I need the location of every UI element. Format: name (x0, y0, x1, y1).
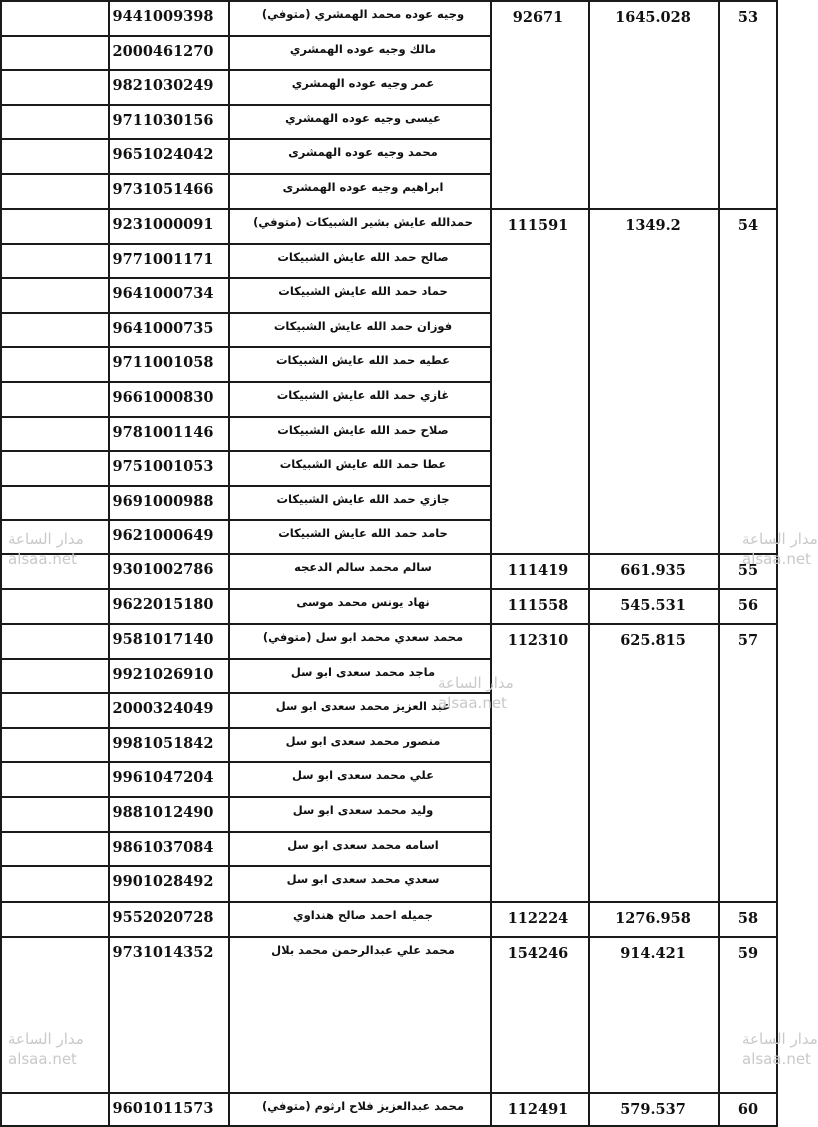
row-rule (0, 796, 490, 798)
national-id: 9301002786 (112, 561, 214, 578)
national-id: 9751001053 (112, 458, 214, 475)
sequence-number: 56 (737, 597, 759, 614)
national-id: 9641000735 (112, 320, 214, 337)
row-rule (0, 865, 490, 867)
parcel-number: 112310 (507, 632, 569, 649)
watermark-latin: alsaa.net (742, 550, 811, 568)
group-rule (0, 0, 778, 2)
owner-name: مالك وجيه عوده الهمشري (289, 42, 437, 56)
national-id: 9231000091 (112, 216, 214, 233)
row-rule (0, 519, 490, 521)
owner-name: عطيه حمد الله عايش الشبيكات (276, 353, 450, 367)
row-rule (0, 692, 490, 694)
national-id: 9781001146 (112, 424, 214, 441)
row-rule (0, 104, 490, 106)
national-id: 9901028492 (112, 873, 214, 890)
owner-name: صالح حمد الله عايش الشبيكات (277, 250, 449, 264)
sequence-number: 60 (737, 1101, 759, 1118)
group-rule (0, 553, 778, 555)
national-id: 9621000649 (112, 527, 214, 544)
owner-name: غازي حمد الله عايش الشبيكات (276, 388, 450, 402)
owner-name: جازي حمد الله عايش الشبيكات (276, 492, 450, 506)
sequence-number: 55 (737, 562, 759, 579)
row-rule (0, 138, 490, 140)
row-rule (0, 277, 490, 279)
national-id: 9651024042 (112, 146, 214, 163)
parcel-area: 1645.028 (615, 9, 691, 26)
watermark-latin: alsaa.net (8, 550, 77, 568)
parcel-number: 92671 (512, 9, 564, 26)
national-id: 9731014352 (112, 944, 214, 961)
national-id: 9441009398 (112, 8, 214, 25)
watermark-latin: alsaa.net (8, 1050, 77, 1068)
national-id: 9691000988 (112, 493, 214, 510)
national-id: 9881012490 (112, 804, 214, 821)
owner-name: اسامه محمد سعدى ابو سل (287, 838, 439, 852)
parcel-area: 914.421 (620, 945, 686, 962)
watermark-latin: alsaa.net (742, 1050, 811, 1068)
parcel-area: 545.531 (620, 597, 686, 614)
parcel-area: 661.935 (620, 562, 686, 579)
national-id: 9771001171 (112, 251, 214, 268)
parcel-number: 112224 (507, 910, 569, 927)
owner-name: ابراهيم وجيه عوده الهمشرى (282, 180, 444, 194)
group-rule (0, 208, 778, 210)
national-id: 9921026910 (112, 666, 214, 683)
row-rule (0, 727, 490, 729)
owner-name: فوزان حمد الله عايش الشبيكات (273, 319, 453, 333)
owner-name: محمد سعدي محمد ابو سل (متوفي) (262, 630, 464, 644)
row-rule (0, 69, 490, 71)
owner-name: وجيه عوده محمد الهمشري (متوفي) (261, 7, 465, 21)
row-rule (0, 312, 490, 314)
owner-name: ماجد محمد سعدى ابو سل (290, 665, 436, 679)
owner-name: محمد وجيه عوده الهمشرى (288, 145, 438, 159)
national-id: 9552020728 (112, 909, 214, 926)
owner-name: محمد علي عبدالرحمن محمد بلال (271, 943, 455, 957)
national-id: 9821030249 (112, 77, 214, 94)
row-rule (0, 243, 490, 245)
watermark-arabic: مدار الساعة (8, 530, 84, 548)
owner-name: عيسى وجيه عوده الهمشري (285, 111, 441, 125)
parcel-area: 1349.2 (625, 217, 681, 234)
row-rule (0, 761, 490, 763)
owner-name: سعدي محمد سعدى ابو سل (286, 872, 440, 886)
sequence-number: 59 (737, 945, 759, 962)
parcel-number: 111558 (507, 597, 569, 614)
row-rule (0, 485, 490, 487)
parcel-area: 1276.958 (615, 910, 691, 927)
sequence-number: 53 (737, 9, 759, 26)
row-rule (0, 173, 490, 175)
owner-name: محمد عبدالعزيز فلاح ارثوم (متوفي) (261, 1099, 465, 1113)
owner-name: حامد حمد الله عايش الشبيكات (278, 526, 448, 540)
owner-name: منصور محمد سعدى ابو سل (285, 734, 441, 748)
national-id: 9861037084 (112, 839, 214, 856)
national-id: 9601011573 (112, 1100, 214, 1117)
parcel-number: 112491 (507, 1101, 569, 1118)
parcel-area: 625.815 (620, 632, 686, 649)
parcel-number: 154246 (507, 945, 569, 962)
row-rule (0, 35, 490, 37)
national-id: 9731051466 (112, 181, 214, 198)
parcel-number: 111591 (507, 217, 569, 234)
owner-name: حمدالله عايش بشير الشبيكات (متوفي) (253, 215, 473, 229)
watermark-arabic: مدار الساعة (8, 1030, 84, 1048)
national-id: 9961047204 (112, 769, 214, 786)
row-rule (0, 381, 490, 383)
parcel-area: 579.537 (620, 1101, 686, 1118)
national-id: 9581017140 (112, 631, 214, 648)
national-id: 9711001058 (112, 354, 214, 371)
sequence-number: 58 (737, 910, 759, 927)
group-rule (0, 1092, 778, 1094)
owner-name: جميله احمد صالح هنداوي (293, 908, 433, 922)
owner-name: صلاح حمد الله عايش الشبيكات (277, 423, 449, 437)
owner-name: سالم محمد سالم الدعجه (294, 560, 432, 574)
column-rule (228, 0, 230, 1127)
watermark-arabic: مدار الساعة (742, 1030, 818, 1048)
row-rule (0, 658, 490, 660)
column-rule (0, 0, 2, 1127)
sequence-number: 54 (737, 217, 759, 234)
national-id: 9711030156 (112, 112, 214, 129)
watermark-latin: alsaa.net (438, 694, 507, 712)
national-id: 9661000830 (112, 389, 214, 406)
owner-name: حماد حمد الله عايش الشبيكات (278, 284, 448, 298)
group-rule (0, 901, 778, 903)
national-id: 9981051842 (112, 735, 214, 752)
group-rule (0, 588, 778, 590)
national-id: 9641000734 (112, 285, 214, 302)
row-rule (0, 416, 490, 418)
row-rule (0, 346, 490, 348)
row-rule (0, 450, 490, 452)
parcel-number: 111419 (507, 562, 569, 579)
owner-name: عبد العزيز محمد سعدى ابو سل (275, 699, 451, 713)
group-rule (0, 936, 778, 938)
watermark-arabic: مدار الساعة (742, 530, 818, 548)
national-id: 2000461270 (112, 43, 214, 60)
sequence-number: 57 (737, 632, 759, 649)
national-id: 9622015180 (112, 596, 214, 613)
owner-name: عمر وجيه عوده الهمشري (291, 76, 435, 90)
watermark-arabic: مدار الساعة (438, 674, 514, 692)
group-rule (0, 623, 778, 625)
owner-name: وليد محمد سعدى ابو سل (292, 803, 434, 817)
national-id: 2000324049 (112, 700, 214, 717)
owner-name: عطا حمد الله عايش الشبيكات (279, 457, 447, 471)
row-rule (0, 831, 490, 833)
owner-name: نهاد يونس محمد موسى (296, 595, 430, 609)
owner-name: علي محمد سعدى ابو سل (292, 768, 434, 782)
